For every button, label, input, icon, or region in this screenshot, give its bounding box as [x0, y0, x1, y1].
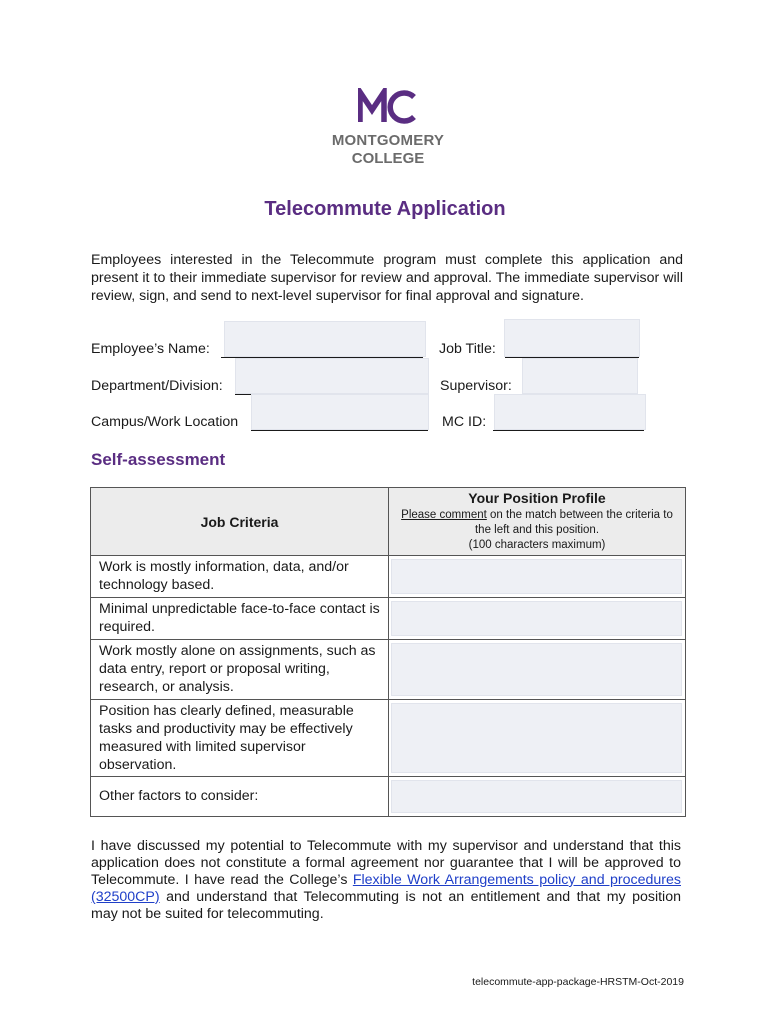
acknowledgement-text-1: I have discussed my potential to Telecommute with my supervisor and understand that this application does not constitute a formal agreement nor guarantee that I will be approved to Telecommute. I have read the College’s — [91, 838, 681, 888]
self-assessment-heading: Self-assessment — [91, 450, 226, 469]
mc-id-line — [493, 430, 644, 431]
table-row — [91, 640, 685, 700]
criteria-cell: Other factors to consider: — [91, 777, 389, 816]
logo-wordmark-line1: MONTGOMERY — [331, 132, 445, 149]
mc-id-field[interactable] — [494, 394, 646, 430]
table-row — [91, 777, 685, 816]
campus-label: Campus/Work Location — [91, 414, 239, 430]
document-footer-id: telecommute-app-package-HRSTM-Oct-2019 — [472, 976, 684, 988]
mc-monogram-logo — [358, 88, 418, 124]
acknowledgement-paragraph — [91, 838, 681, 923]
criteria-cell: Position has clearly defined, measurable tasks and productivity may be effectively measured with limited supervisor observation. — [91, 700, 389, 776]
flexible-work-policy-link[interactable]: Flexible Work Arrangements policy and procedures (32500CP) — [91, 872, 681, 905]
criteria-cell: Work mostly alone on assignments, such as data entry, report or proposal writing, research, or analysis. — [91, 640, 389, 699]
position-profile-header — [389, 488, 685, 556]
comment-field-4[interactable] — [391, 703, 682, 773]
supervisor-field[interactable] — [522, 358, 638, 394]
montgomery-college-logo — [318, 88, 458, 170]
self-assessment-table — [90, 487, 686, 817]
acknowledgement-text-2: and understand that Telecommuting is not an entitlement and that my position may not be suited for telecommuting. — [91, 889, 681, 922]
position-profile-title: Your Position Profile — [468, 490, 606, 506]
logo-wordmark-line2: COLLEGE — [351, 150, 425, 167]
job-title-label: Job Title: — [439, 341, 496, 357]
employee-name-label: Employee’s Name: — [91, 341, 210, 357]
table-row — [91, 700, 685, 777]
character-limit-note: (100 characters maximum) — [468, 539, 606, 551]
position-profile-instructions — [389, 508, 685, 553]
mc-id-label: MC ID: — [442, 414, 487, 430]
job-criteria-header: Job Criteria — [91, 488, 389, 556]
table-row — [91, 598, 685, 640]
department-label: Department/Division: — [91, 378, 223, 394]
comment-field-5[interactable] — [391, 780, 682, 813]
please-comment-text: Please comment — [401, 509, 487, 521]
campus-line — [251, 430, 428, 431]
criteria-cell: Work is mostly information, data, and/or technology based. — [91, 556, 389, 597]
page-title: Telecommute Application — [264, 198, 506, 220]
comment-field-2[interactable] — [391, 601, 682, 636]
form-row-3 — [91, 414, 651, 436]
comment-field-1[interactable] — [391, 559, 682, 594]
comment-field-3[interactable] — [391, 643, 682, 696]
campus-field[interactable] — [251, 394, 429, 430]
employee-name-field[interactable] — [224, 321, 426, 357]
job-title-field[interactable] — [504, 319, 640, 357]
instructions-rest: on the match between the criteria to the left and this position. — [474, 509, 673, 536]
criteria-cell: Minimal unpredictable face-to-face contact is required. — [91, 598, 389, 639]
table-row — [91, 556, 685, 598]
department-field[interactable] — [235, 358, 429, 394]
supervisor-label: Supervisor: — [440, 378, 512, 394]
intro-paragraph: Employees interested in the Telecommute program must complete this application and present it to their immediate supervisor for review and approval. The immediate supervisor will review, sign, and send to next-level supervisor for final approval and signature. — [91, 252, 683, 304]
